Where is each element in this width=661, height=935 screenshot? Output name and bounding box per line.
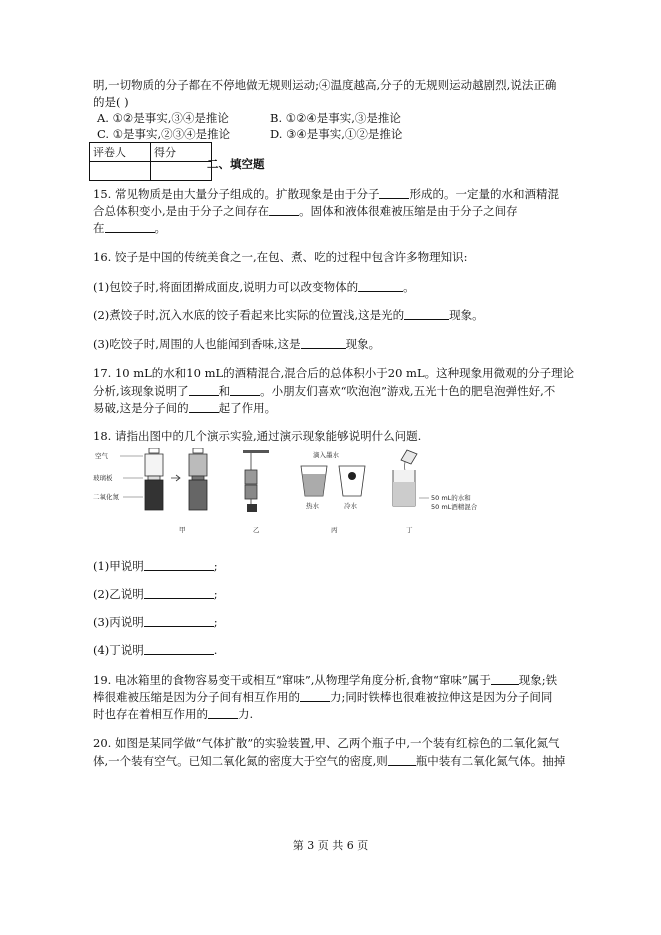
q14-line2: 的是( ) bbox=[93, 95, 129, 109]
q16-blank1[interactable] bbox=[358, 279, 403, 292]
q18-answer2: (2)乙说明 ; bbox=[93, 587, 218, 601]
q15-blank1[interactable] bbox=[379, 186, 409, 199]
score-table bbox=[89, 142, 212, 181]
score-table-score-header: 得分 bbox=[151, 143, 212, 162]
svg-text:丙: 丙 bbox=[331, 526, 338, 534]
q19-blank2[interactable] bbox=[300, 689, 330, 702]
svg-text:二氧化氮: 二氧化氮 bbox=[93, 493, 119, 501]
q17-line1: 17. 10 mL的水和10 mL的酒精混合,混合后的总体积小于20 mL。这种现象用微观的分子理论 bbox=[93, 366, 575, 380]
ink-diffusion-experiment-bing bbox=[301, 450, 365, 534]
jar-experiment-jia bbox=[93, 448, 207, 534]
q14-option-d: D. ③④是事实,①②是推论 bbox=[270, 127, 403, 141]
q17-line3: 易破,这是分子间的 起了作用。 bbox=[93, 401, 277, 415]
q15-line2: 合总体积变小,是由于分子之间存在 。固体和液体很难被压缩是由于分子之间存 bbox=[93, 204, 518, 218]
q17-blank2[interactable] bbox=[230, 383, 260, 396]
q19-blank1[interactable] bbox=[491, 672, 519, 685]
svg-text:滴入墨水: 滴入墨水 bbox=[313, 451, 339, 459]
q18-blank1[interactable] bbox=[144, 558, 214, 571]
q20-blank1[interactable] bbox=[388, 753, 416, 766]
q20-line2: 体,一个装有空气。已知二氧化氮的密度大于空气的密度,则 瓶中装有二氧化氮气体。抽掉 bbox=[93, 754, 566, 768]
q16-intro: 16. 饺子是中国的传统美食之一,在包、煮、吃的过程中包含许多物理知识: bbox=[93, 250, 468, 264]
q14-option-c: C. ①是事实,②③④是推论 bbox=[97, 127, 231, 141]
q15-blank2[interactable] bbox=[269, 203, 299, 216]
q17-blank1[interactable] bbox=[189, 383, 219, 396]
q16-blank3[interactable] bbox=[301, 336, 346, 349]
q19-line3: 时也存在着相互作用的 力. bbox=[93, 707, 254, 721]
page-footer: 第 3 页 共 6 页 bbox=[292, 839, 369, 852]
q18-answer1: (1)甲说明 ; bbox=[93, 559, 218, 573]
q18-intro: 18. 请指出图中的几个演示实验,通过演示现象能够说明什么问题. bbox=[93, 429, 422, 443]
q18-answer3: (3)丙说明 ; bbox=[93, 615, 218, 629]
svg-text:丁: 丁 bbox=[406, 526, 413, 534]
q17-blank3[interactable] bbox=[189, 400, 219, 413]
section-title: 二、填空题 bbox=[207, 157, 265, 171]
svg-text:50 mL酒精混合: 50 mL酒精混合 bbox=[431, 503, 478, 511]
experiment-figure bbox=[93, 448, 483, 542]
q15-blank3[interactable] bbox=[105, 220, 155, 233]
q20-line1: 20. 如图是某同学做“气体扩散”的实验装置,甲、乙两个瓶子中,一个装有红棕色的二氧化氮气 bbox=[93, 736, 560, 750]
q18-blank2[interactable] bbox=[144, 586, 214, 599]
svg-text:乙: 乙 bbox=[253, 526, 260, 534]
q14-option-a: A. ①②是事实,③④是推论 bbox=[97, 111, 229, 125]
svg-text:冷水: 冷水 bbox=[344, 502, 357, 510]
mixing-experiment-ding bbox=[393, 450, 478, 534]
q18-blank4[interactable] bbox=[144, 642, 214, 655]
q16-part1: (1)包饺子时,将面团擀成面皮,说明力可以改变物体的 。 bbox=[93, 280, 415, 294]
q18-answer4: (4)丁说明 . bbox=[93, 643, 218, 657]
q19-line1: 19. 电冰箱里的食物容易变干或相互“窜味”,从物理学角度分析,食物“窜味”属于 现象;铁 bbox=[93, 673, 558, 687]
q15-line3: 在 。 bbox=[93, 221, 166, 235]
q17-line2: 分析,该现象说明了 和 。小朋友们喜欢“吹泡泡”游戏,五光十色的肥皂泡弹性好,不 bbox=[93, 384, 556, 398]
q16-part3: (3)吃饺子时,周围的人也能闻到香味,这是 现象。 bbox=[93, 337, 381, 351]
q19-line2: 棒很难被压缩是因为分子间有相互作用的 力;同时铁棒也很难被拉伸这是因为分子间同 bbox=[93, 690, 553, 704]
q19-blank3[interactable] bbox=[208, 706, 238, 719]
score-table-grader-header: 评卷人 bbox=[90, 143, 151, 162]
lead-block-experiment-yi bbox=[243, 450, 269, 534]
score-table-grader-cell[interactable] bbox=[90, 162, 151, 181]
svg-text:热水: 热水 bbox=[306, 502, 319, 510]
score-table-score-cell[interactable] bbox=[151, 162, 212, 181]
q15-line1: 15. 常见物质是由大量分子组成的。扩散现象是由于分子 形成的。一定量的水和酒精混 bbox=[93, 187, 559, 201]
svg-text:50 mL的水和: 50 mL的水和 bbox=[431, 494, 471, 502]
q14-line1: 明,一切物质的分子都在不停地做无规则运动;④温度越高,分子的无规则运动越剧烈,说法正确 bbox=[93, 78, 557, 92]
q16-blank2[interactable] bbox=[404, 307, 449, 320]
q16-part2: (2)煮饺子时,沉入水底的饺子看起来比实际的位置浅,这是光的 现象。 bbox=[93, 308, 484, 322]
q14-option-b: B. ①②④是事实,③是推论 bbox=[270, 111, 401, 125]
svg-text:空气: 空气 bbox=[95, 452, 108, 460]
svg-text:玻璃板: 玻璃板 bbox=[93, 474, 113, 482]
svg-text:甲: 甲 bbox=[179, 526, 186, 534]
q18-blank3[interactable] bbox=[144, 614, 214, 627]
